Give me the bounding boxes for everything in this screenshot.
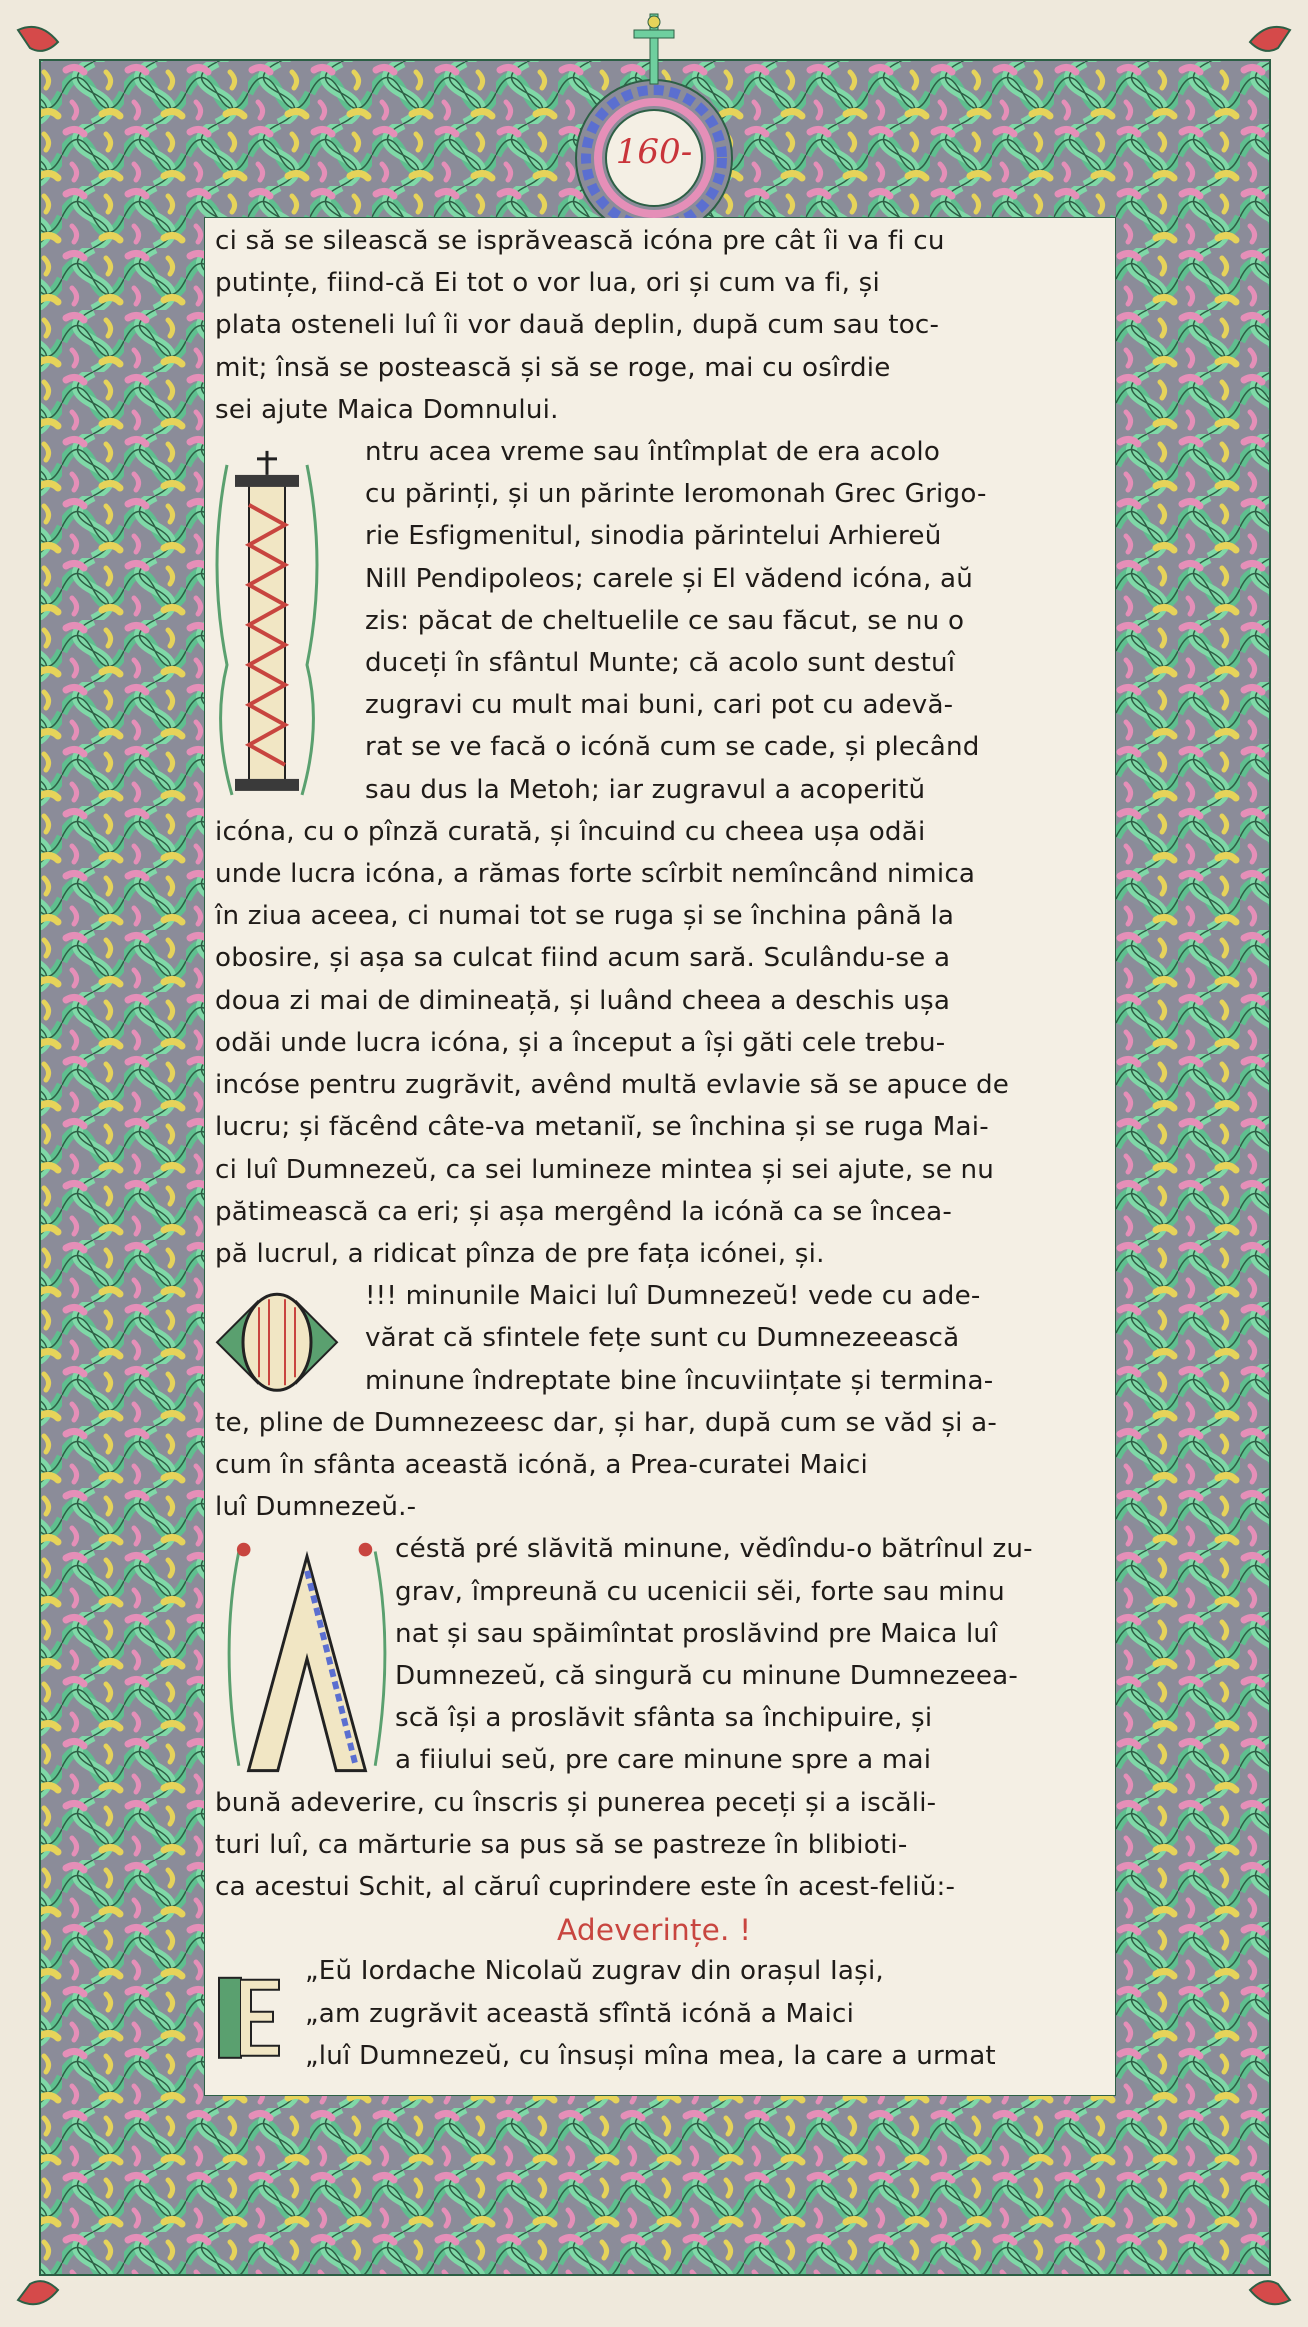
text-line: luî Dumnezeŭ.- (215, 1492, 417, 1523)
text-line: te, pline de Dumnezeesc dar, și har, după cum se văd și a- (215, 1407, 998, 1438)
text-line: a fiiului seŭ, pre care minune spre a mai (395, 1745, 932, 1776)
text-line: plata osteneli luî îi vor dauă deplin, după cum sau toc- (215, 310, 940, 341)
corner-leaf-icon (18, 27, 58, 51)
text-line: zis: păcat de cheltuelile ce sau făcut, se nu o (365, 605, 965, 636)
text-line: în ziua aceea, ci numai tot se ruga și se închina până la (215, 901, 955, 932)
text-line: unde lucra icóna, a rămas forte scîrbit nemîncând nimica (215, 859, 976, 890)
text-line: ci luî Dumnezeŭ, ca sei lumineze mintea și sei ajute, se nu (215, 1154, 995, 1185)
text-line: turi luî, ca mărturie sa pus să se pastreze în blibioti- (215, 1829, 908, 1860)
section-heading: Adeverințe. ! (557, 1913, 752, 1948)
text-line: !!! minunile Maici luî Dumnezeŭ! vede cu ade- (365, 1281, 981, 1312)
corner-leaf-icon (18, 2281, 58, 2304)
text-line: pătimească ca eri; și așa mergênd la icónă ca se încea- (215, 1196, 953, 1227)
text-line: incóse pentru zugrăvit, avênd multă evlavie să se apuce de (215, 1070, 1010, 1101)
text-line: ntru acea vreme sau întîmplat de era acolo (365, 437, 941, 468)
text-line: sei ajute Maica Domnului. (215, 394, 559, 425)
text-line: scă își a proslăvit sfânta sa închipuire, și (395, 1703, 933, 1734)
corner-leaf-icon (1250, 2281, 1290, 2304)
text-line: Nill Pendipoleos; carele și El vădend icóna, aŭ (365, 563, 974, 594)
text-line: ci să se silească se isprăvească icóna pre cât îi va fi cu (215, 226, 945, 256)
text-line: céstă pré slăvită minune, vĕdîndu-o bătrînul zu- (395, 1534, 1033, 1565)
text-line: icóna, cu o pînză curată, și încuind cu cheea ușa odăi (215, 816, 926, 847)
illuminated-initial-e-icon (207, 1954, 287, 2081)
text-line: rie Esfigmenitul, sinodia părintelui Arhiereŭ (365, 521, 942, 552)
text-line: bună adeverire, cu înscris și punerea peceți și a iscăli- (215, 1787, 937, 1818)
text-line: obosire, și așa sa culcat fiind acum sară. Sculându-se a (215, 943, 951, 974)
text-line: duceți în sfântul Munte; că acolo sunt destuî (365, 648, 956, 679)
text-line: cum în sfânta această icónă, a Prea-curatei Maici (215, 1449, 868, 1480)
text-line: rat se ve facă o icónă cum se cade, și plecând (365, 732, 980, 763)
text-line: odăi unde lucra icóna, și a început a își găti cele trebu- (215, 1027, 946, 1058)
illuminated-initial-o-icon (207, 1279, 347, 1406)
illuminated-initial-a-icon (207, 1532, 407, 1785)
illuminated-initial-i-icon (207, 435, 327, 815)
corner-leaf-icon (1250, 27, 1290, 51)
text-line: cu părinți, și un părinte Ieromonah Grec Grigo- (365, 479, 987, 510)
text-line: pă lucrul, a ridicat pînza de pre fața icónei, și. (215, 1238, 825, 1269)
text-line: Dumnezeŭ, că singură cu minune Dumnezeea- (395, 1660, 1018, 1691)
text-line: mit; însă se postească și să se roge, mai cu osîrdie (215, 352, 891, 383)
text-line: putințe, fiind-că Ei tot o vor lua, ori și cum va fi, și (215, 268, 880, 299)
text-line: sau dus la Metoh; iar zugravul a acoperitŭ (365, 774, 926, 805)
text-line: minune îndreptate bine încuviințate și termina- (365, 1365, 994, 1396)
text-line: lucru; și făcênd câte-va metaniĭ, se închina și se ruga Mai- (215, 1112, 989, 1143)
page-number: 160- (615, 132, 693, 172)
text-line: „luî Dumnezeŭ, cu însuși mîna mea, la care a urmat (305, 2040, 996, 2071)
text-line: nat și sau spăimîntat proslăvind pre Maica luî (395, 1618, 998, 1649)
text-line: „Eŭ Iordache Nicolaŭ zugrav din orașul Iași, (305, 1956, 884, 1987)
text-line: doua zi mai de dimineață, și luând cheea a deschis ușa (215, 985, 951, 1016)
text-line: grav, împreună cu ucenicii sĕi, forte sau minu (395, 1576, 1005, 1607)
text-line: zugravi cu mult mai buni, cari pot cu adevă- (365, 690, 954, 721)
text-line: ca acestui Schit, al căruî cuprindere este în acest-feliŭ:- (215, 1871, 956, 1902)
text-line: „am zugrăvit această sfîntă icónă a Maici (305, 1998, 855, 2029)
text-line: vărat că sfintele fețe sunt cu Dumnezeească (365, 1323, 960, 1354)
